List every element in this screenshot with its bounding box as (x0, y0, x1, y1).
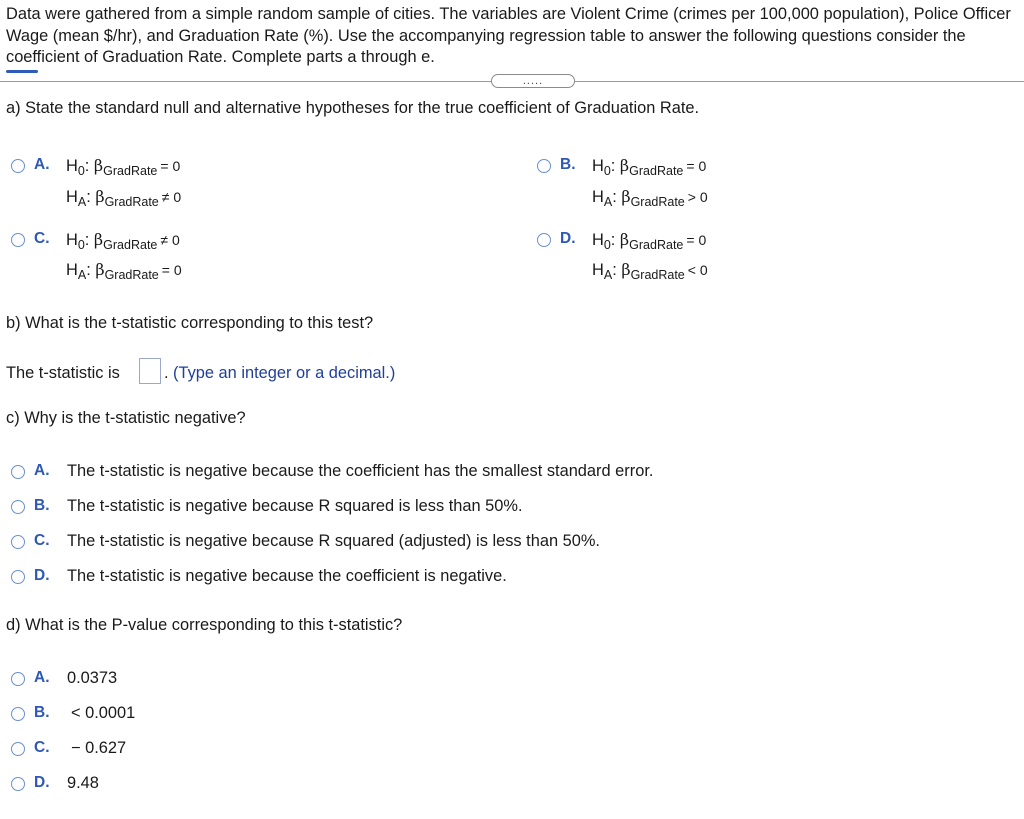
radio-button[interactable] (11, 233, 25, 247)
null-hypothesis: $H_0$: $\beta_{GradRate} = 0$ (66, 156, 181, 178)
part-c-question: c) Why is the t-statistic negative? (6, 409, 246, 427)
option-letter: A. (34, 462, 50, 479)
answer-format-hint: (Type an integer or a decimal.) (173, 364, 396, 382)
option-letter: B. (34, 497, 50, 514)
option-letter: A. (34, 669, 50, 686)
null-hypothesis: $H_0$: $\beta_{GradRate} = 0$ (592, 230, 707, 252)
answer-period: . (164, 364, 169, 382)
null-hypothesis: $H_0$: $\beta_{GradRate} \ne 0$ (66, 230, 180, 252)
t-statistic-input[interactable] (139, 358, 161, 384)
t-statistic-prompt: The t-statistic is (6, 364, 120, 382)
part-d-question: d) What is the P-value corresponding to this t-statistic? (6, 616, 403, 634)
radio-button[interactable] (11, 777, 25, 791)
alternative-hypothesis: $H_A$: $\beta_{GradRate} < 0$ (592, 260, 708, 282)
option-text: 9.48 (67, 774, 99, 792)
option-letter: D. (34, 774, 50, 791)
option-letter: D. (560, 230, 576, 247)
radio-button[interactable] (11, 465, 25, 479)
expand-toggle-button[interactable]: ..... (491, 74, 575, 88)
radio-button[interactable] (11, 159, 25, 173)
problem-intro: Data were gathered from a simple random sample of cities. The variables are Violent Crime (crimes per 100,000 population), Police Officer Wage (mean $/hr), and Graduation Rate (%). Use the accompanying regression table to answer the following questions consider the coefficient of Graduation Rate. Complete parts a through e. (6, 5, 1011, 67)
option-text: The t-statistic is negative because the coefficient has the smallest standard error. (67, 462, 654, 480)
option-text: The t-statistic is negative because the coefficient is negative. (67, 567, 507, 585)
option-text: < 0.0001 (71, 704, 136, 722)
alternative-hypothesis: $H_A$: $\beta_{GradRate} > 0$ (592, 187, 708, 209)
option-letter: D. (34, 567, 50, 584)
null-hypothesis: $H_0$: $\beta_{GradRate} = 0$ (592, 156, 707, 178)
alternative-hypothesis: $H_A$: $\beta_{GradRate} = 0$ (66, 260, 182, 282)
option-text: The t-statistic is negative because R squared is less than 50%. (67, 497, 523, 515)
radio-button[interactable] (11, 500, 25, 514)
option-text: 0.0373 (67, 669, 118, 687)
option-text: The t-statistic is negative because R squared (adjusted) is less than 50%. (67, 532, 600, 550)
option-letter: A. (34, 156, 50, 173)
part-a-question: a) State the standard null and alternative hypotheses for the true coefficient of Graduation Rate. (6, 99, 700, 117)
option-letter: C. (34, 532, 50, 549)
alternative-hypothesis: $H_A$: $\beta_{GradRate} \ne 0$ (66, 187, 182, 209)
option-letter: C. (34, 230, 50, 247)
radio-button[interactable] (11, 707, 25, 721)
radio-button[interactable] (537, 233, 551, 247)
radio-button[interactable] (11, 570, 25, 584)
radio-button[interactable] (11, 742, 25, 756)
radio-button[interactable] (11, 672, 25, 686)
part-b-question: b) What is the t-statistic corresponding to this test? (6, 314, 374, 332)
radio-button[interactable] (11, 535, 25, 549)
option-letter: B. (34, 704, 50, 721)
option-letter: B. (560, 156, 576, 173)
option-letter: C. (34, 739, 50, 756)
scroll-indicator (6, 70, 38, 73)
radio-button[interactable] (537, 159, 551, 173)
option-text: − 0.627 (71, 739, 127, 757)
